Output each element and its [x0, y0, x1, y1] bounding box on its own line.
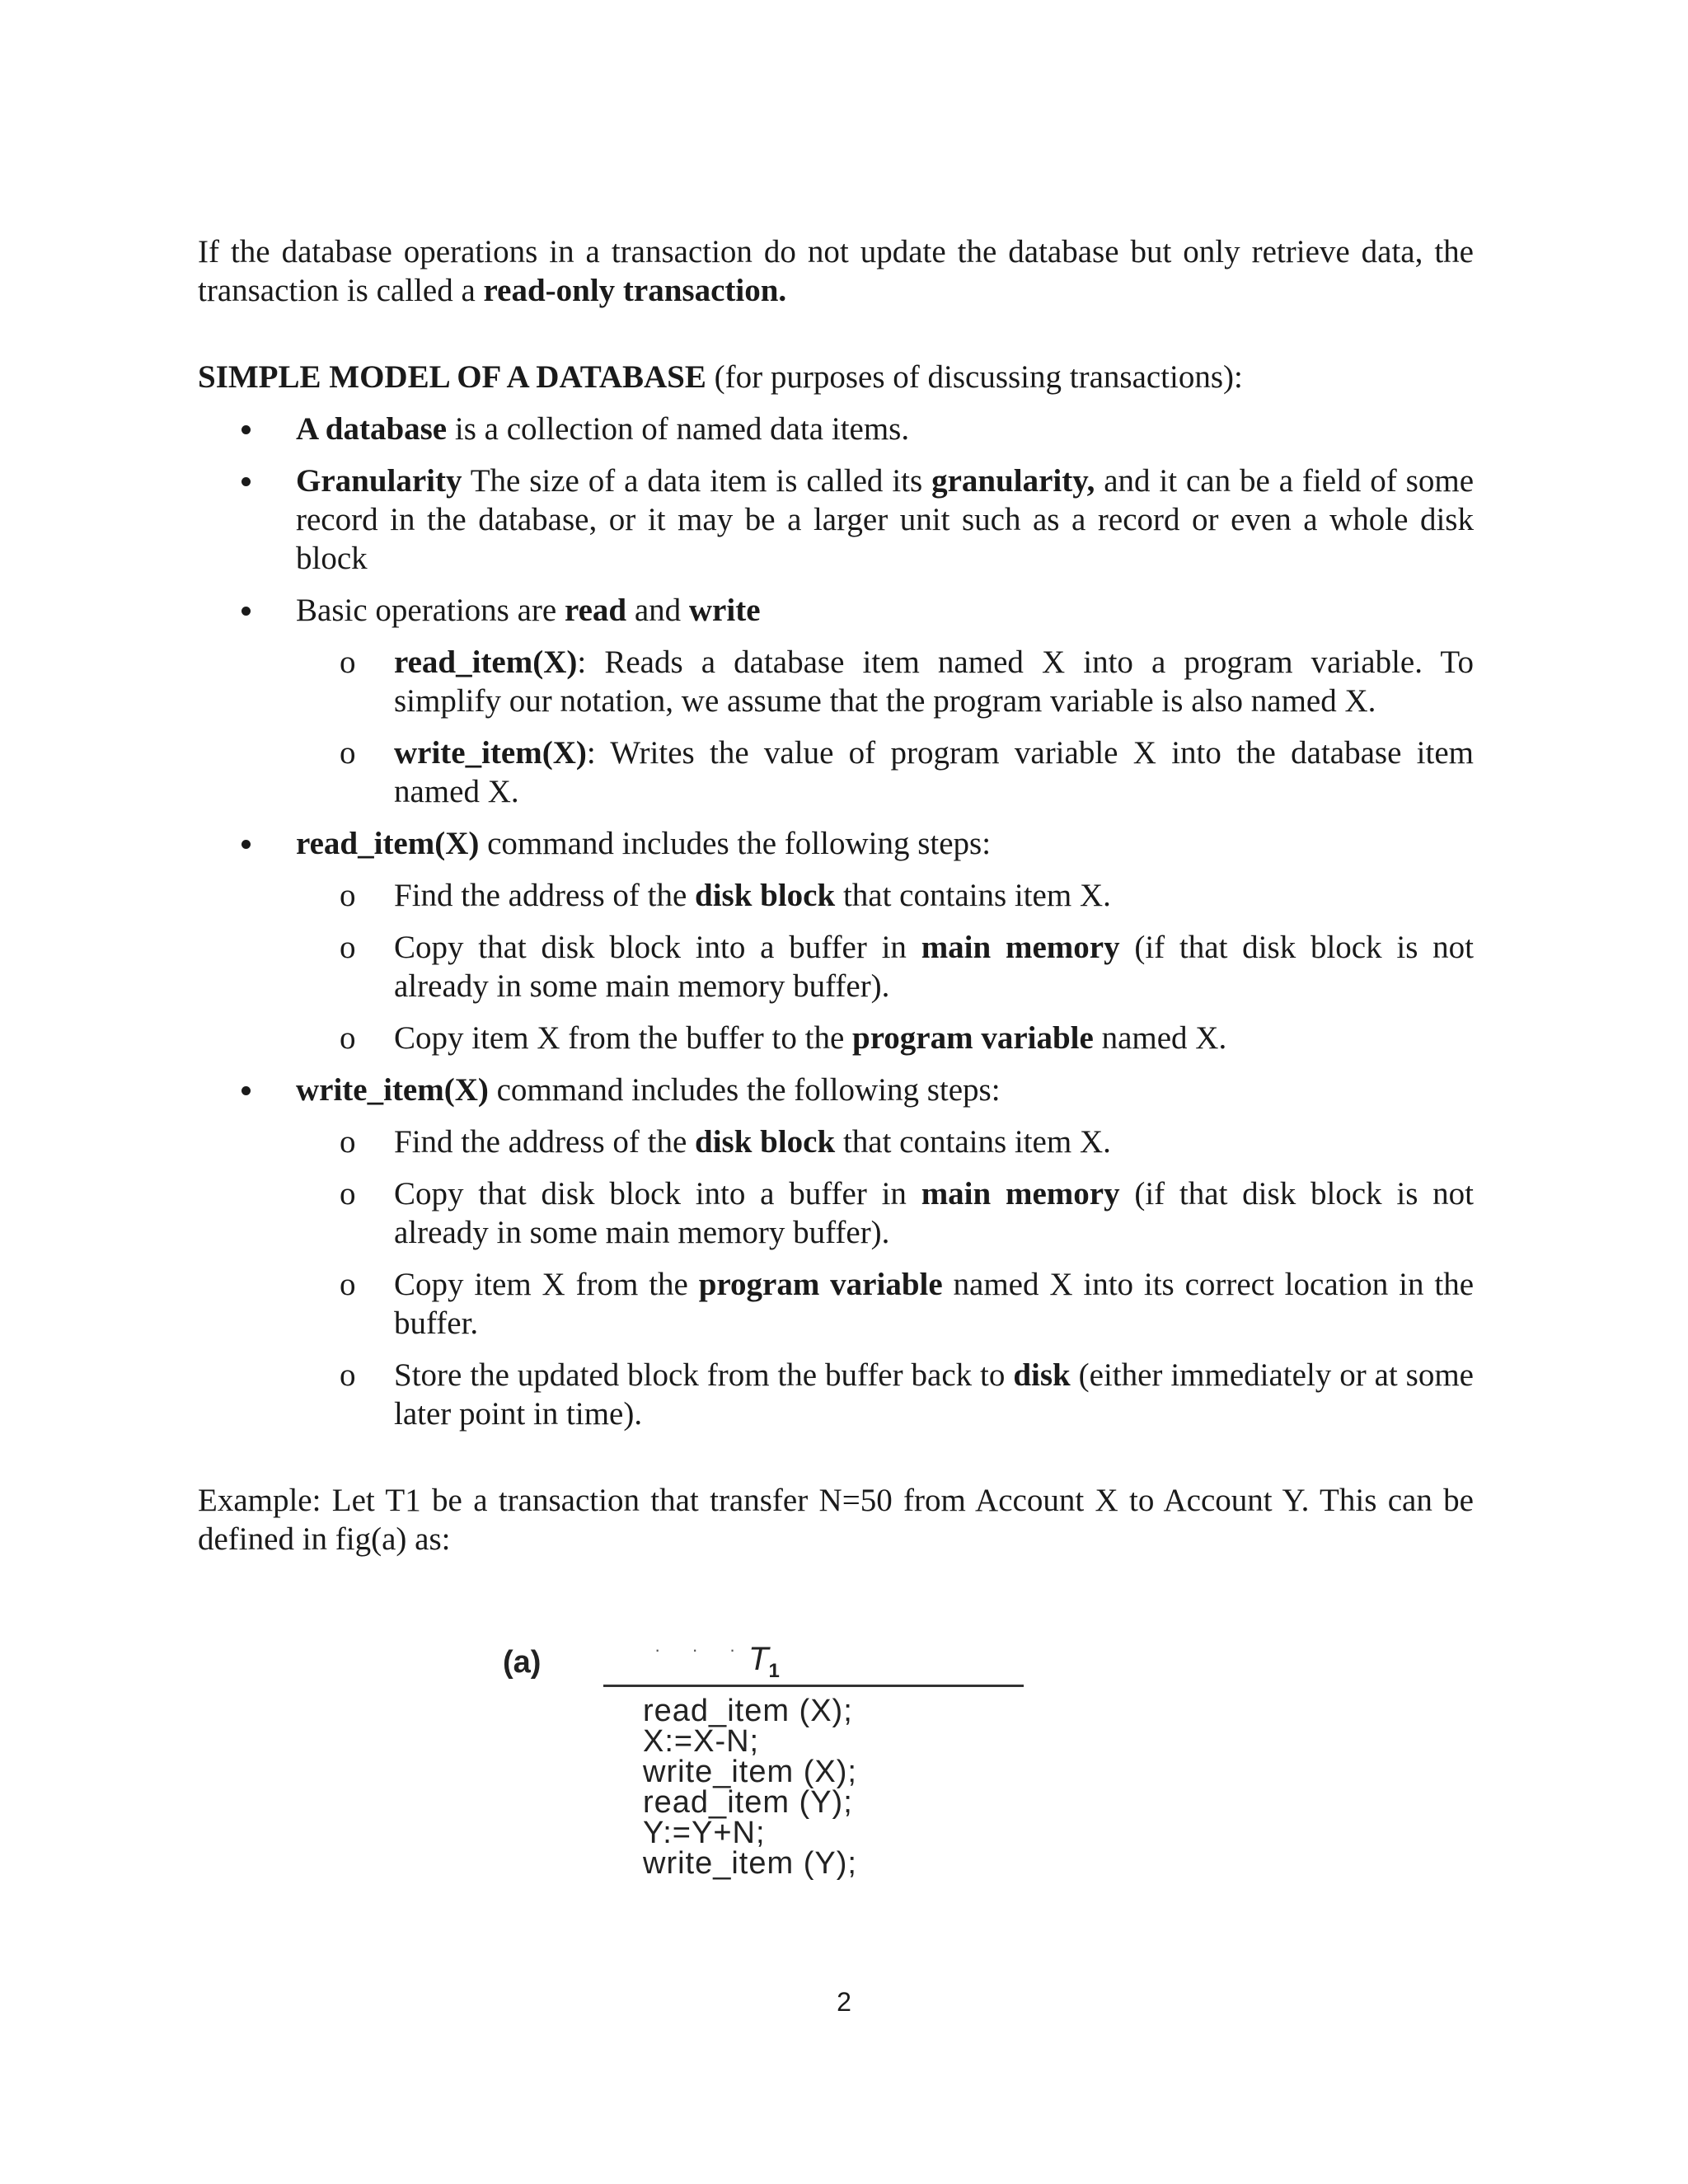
figure-rule: [603, 1685, 1024, 1687]
sub-write-item-term: write_item(X): [394, 735, 587, 771]
example-paragraph: Example: Let T1 be a transaction that transfer N=50 from Account X to Account Y. This can be defined in fig(a) as:: [198, 1483, 1474, 1557]
section-heading-bold: SIMPLE MODEL OF A DATABASE: [198, 359, 706, 395]
read-step-3-rest: named X.: [1093, 1020, 1227, 1056]
bullet-list: [198, 410, 1474, 1433]
read-step-1-bold: disk block: [695, 878, 836, 913]
sub-read-item-text: : Reads a database item named X into a program variable. To simplify our notation, we assume that the program variable is also named X.: [394, 644, 1474, 719]
code-line: write_item (Y);: [643, 1846, 857, 1881]
write-step-1-text: Find the address of the: [394, 1124, 696, 1160]
page-content: [198, 232, 1474, 1558]
write-step-3: [296, 1265, 1474, 1343]
figure-code: [643, 1696, 857, 1879]
basic-ops-write: write: [688, 593, 761, 628]
figure-title-letter: T: [748, 1641, 769, 1677]
read-step-1-text: Find the address of the: [394, 878, 696, 913]
figure-title-subscript: 1: [768, 1660, 780, 1682]
code-line: write_item (X);: [643, 1755, 857, 1789]
bullet-database-term: A database: [296, 411, 448, 447]
write-command-text: command includes the following steps:: [488, 1072, 1001, 1108]
bullet-granularity-rest: and it can be a field of some record in the database, or it may be a larger unit such as a record or even a whole disk block: [296, 463, 1475, 576]
read-step-3-bold: program variable: [852, 1020, 1094, 1056]
read-step-2-text: Copy that disk block into a buffer in: [394, 930, 921, 965]
read-step-2-bold: main memory: [921, 930, 1120, 965]
sub-read-item: [296, 643, 1474, 720]
bullet-database: [198, 410, 1474, 448]
read-step-2: [296, 928, 1474, 1005]
read-step-2-rest: (if that disk block is not already in some main memory buffer).: [394, 930, 1474, 1004]
code-line: Y:=Y+N;: [643, 1816, 766, 1850]
sub-write-item-text: : Writes the value of program variable X into the database item named X.: [394, 735, 1474, 809]
write-step-4-text: Store the updated block from the buffer back to: [394, 1357, 1014, 1393]
figure-a: [503, 1632, 1030, 1896]
write-step-1-bold: disk block: [695, 1124, 836, 1160]
bullet-granularity-term: Granularity: [296, 463, 462, 499]
basic-ops-and: and: [626, 593, 689, 628]
read-command-term: read_item(X): [296, 826, 480, 861]
sub-write-item: [296, 733, 1474, 811]
write-step-2: [296, 1174, 1474, 1252]
intro-text: If the database operations in a transaction do not update the database but only retrieve data, the transaction is called a: [198, 234, 1474, 308]
write-step-3-text: Copy item X from the: [394, 1267, 699, 1302]
write-step-4: [296, 1356, 1474, 1433]
bullet-basic-operations: [198, 591, 1474, 811]
write-step-1: [296, 1122, 1474, 1161]
code-line: read_item (Y);: [643, 1785, 853, 1820]
page-number: 2: [837, 1987, 851, 2017]
read-step-1-rest: that contains item X.: [835, 878, 1111, 913]
sub-read-item-term: read_item(X): [394, 644, 578, 680]
figure-label: (a): [503, 1645, 542, 1680]
bullet-granularity-term-2: granularity,: [931, 463, 1095, 499]
intro-paragraph: [198, 232, 1474, 310]
read-step-1: [296, 876, 1474, 915]
basic-ops-text: Basic operations are: [296, 593, 565, 628]
basic-ops-sublist: [198, 643, 1474, 811]
read-step-3-text: Copy item X from the buffer to the: [394, 1020, 852, 1056]
figure-title: [748, 1640, 780, 1690]
bullet-read-command: [198, 824, 1474, 1057]
write-step-2-text: Copy that disk block into a buffer in: [394, 1176, 921, 1212]
read-command-text: command includes the following steps:: [479, 826, 992, 861]
write-step-3-bold: program variable: [698, 1267, 943, 1302]
code-line: X:=X-N;: [643, 1724, 760, 1759]
read-command-steps: [198, 876, 1474, 1057]
read-step-3: [296, 1019, 1474, 1057]
basic-ops-read: read: [564, 593, 627, 628]
write-step-4-rest: (either immediately or at some later point in time).: [394, 1357, 1474, 1432]
bullet-granularity-text: The size of a data item is called its: [462, 463, 932, 499]
intro-bold-term: read-only transaction.: [483, 273, 787, 308]
code-line: read_item (X);: [643, 1694, 853, 1728]
figure-scan-dots: · · ·: [654, 1639, 749, 1660]
write-step-4-bold: disk: [1013, 1357, 1071, 1393]
bullet-granularity: [198, 462, 1474, 578]
write-command-steps: [198, 1122, 1474, 1433]
bullet-database-text: is a collection of named data items.: [447, 411, 910, 447]
section-heading: [198, 358, 1474, 396]
write-step-3-rest: named X into its correct location in the buffer.: [394, 1267, 1474, 1341]
write-step-1-rest: that contains item X.: [835, 1124, 1111, 1160]
write-step-2-bold: main memory: [921, 1176, 1120, 1212]
write-command-term: write_item(X): [296, 1072, 489, 1108]
section-heading-rest: (for purposes of discussing transactions):: [706, 359, 1243, 395]
bullet-write-command: [198, 1071, 1474, 1433]
write-step-2-rest: (if that disk block is not already in some main memory buffer).: [394, 1176, 1474, 1250]
